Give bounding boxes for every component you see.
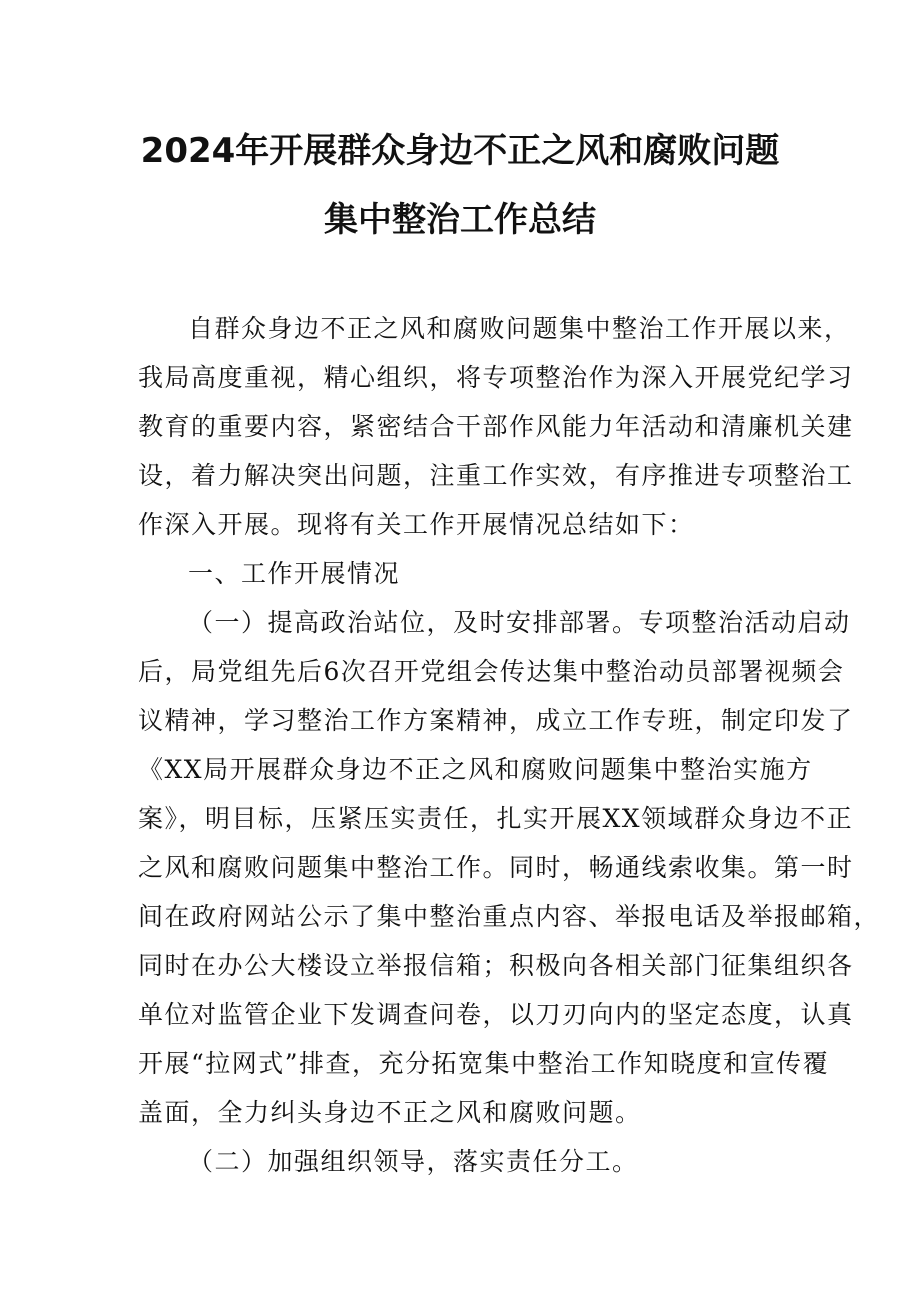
body-line: 教育的重要内容，紧密结合干部作风能力年活动和清廉机关建 <box>138 412 854 441</box>
body-line: 自群众身边不正之风和腐败问题集中整治工作开展以来， <box>188 314 851 343</box>
subsection-heading: （二）加强组织领导，落实责任分工。 <box>188 1147 639 1176</box>
body-line: 设，着力解决突出问题，注重工作实效，有序推进专项整治工 <box>138 461 854 490</box>
body-line: 单位对监管企业下发调查问卷，以刀刃向内的坚定态度，认真 <box>138 1000 854 1029</box>
body-line: 后，局党组先后6次召开党组会传达集中整治动员部署视频会 <box>138 657 845 686</box>
document-title-line-1: 2024年开展群众身边不正之风和腐败问题 <box>140 131 780 171</box>
body-line: 盖面，全力纠头身边不正之风和腐败问题。 <box>138 1098 642 1127</box>
body-line: 之风和腐败问题集中整治工作。同时，畅通线索收集。第一时 <box>138 853 854 882</box>
body-line: 议精神，学习整治工作方案精神，成立工作专班，制定印发了 <box>138 706 854 735</box>
body-line: 我局高度重视，精心组织，将专项整治作为深入开展党纪学习 <box>138 363 854 392</box>
section-heading: 一、工作开展情况 <box>188 559 401 588</box>
body-line: 间在政府网站公示了集中整治重点内容、举报电话及举报邮箱， <box>138 902 881 931</box>
body-line: 同时在办公大楼设立举报信箱；积极向各相关部门征集组织各 <box>138 951 854 980</box>
body-line: （一）提高政治站位，及时安排部署。专项整治活动启动 <box>188 608 851 637</box>
document-title-line-2: 集中整治工作总结 <box>324 200 596 240</box>
body-line: 作深入开展。现将有关工作开展情况总结如下： <box>138 510 695 539</box>
body-line: 案》，明目标，压紧压实责任，扎实开展XX领域群众身边不正 <box>138 804 854 833</box>
body-line: 开展“拉网式”排查，充分拓宽集中整治工作知晓度和宣传覆 <box>138 1049 830 1078</box>
body-line: 《XX局开展群众身边不正之风和腐败问题集中整治实施方 <box>138 755 813 784</box>
